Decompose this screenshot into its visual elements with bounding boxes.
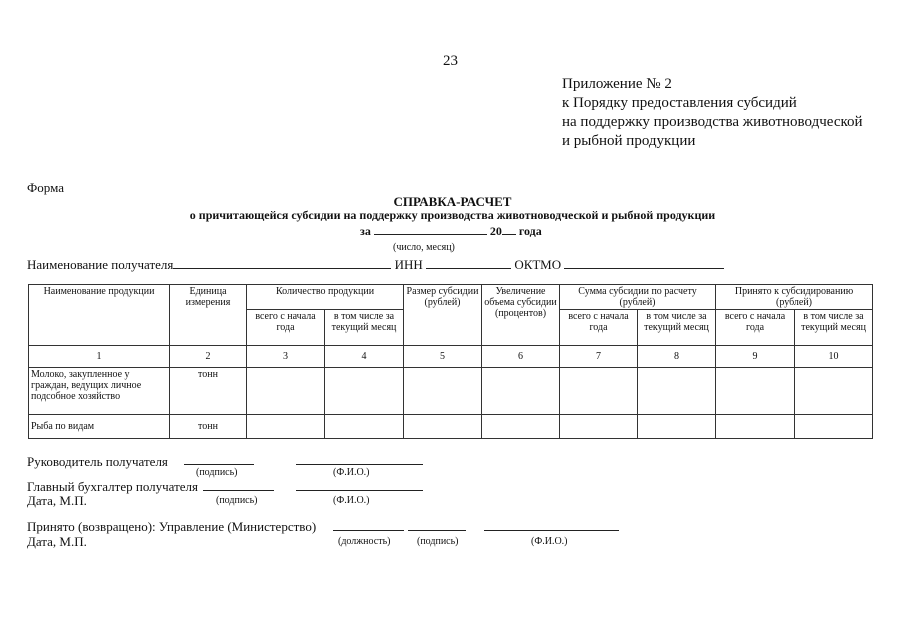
unit-cell: тонн xyxy=(170,415,247,439)
data-cell[interactable] xyxy=(404,415,482,439)
inn-field[interactable] xyxy=(426,256,511,269)
data-cell[interactable] xyxy=(404,368,482,415)
data-cell[interactable] xyxy=(247,415,325,439)
header-accepted: Принято к субсидированию (рублей) xyxy=(716,285,873,310)
head-fio-field[interactable] xyxy=(296,464,423,465)
column-number: 10 xyxy=(795,346,873,368)
data-cell[interactable] xyxy=(638,415,716,439)
page-number: 23 xyxy=(443,53,458,69)
accepted-fio-field[interactable] xyxy=(484,530,619,531)
head-signature-field[interactable] xyxy=(184,464,254,465)
data-cell[interactable] xyxy=(325,368,404,415)
product-name-cell: Рыба по видам xyxy=(29,415,170,439)
appendix-line-2: к Порядку предоставления субсидий xyxy=(562,95,797,111)
header-accepted-current: в том числе за текущий месяц xyxy=(795,310,873,346)
calculation-table xyxy=(28,284,873,439)
appendix-line-4: и рыбной продукции xyxy=(562,133,696,149)
period-suffix: года xyxy=(518,224,542,238)
head-signature-hint: (подпись) xyxy=(196,467,238,478)
header-quantity: Количество продукции xyxy=(247,285,404,310)
period-line xyxy=(360,223,542,239)
appendix-line-1: Приложение № 2 xyxy=(562,76,672,92)
form-label: Форма xyxy=(27,180,64,195)
head-fio-hint: (Ф.И.О.) xyxy=(333,467,370,478)
period-prefix: за xyxy=(360,224,371,238)
appendix-line-3: на поддержку производства животноводческой xyxy=(562,114,863,130)
accountant-signature-hint: (подпись) xyxy=(216,495,258,506)
column-number: 7 xyxy=(560,346,638,368)
accountant-label: Главный бухгалтер получателя xyxy=(27,479,199,494)
data-cell[interactable] xyxy=(560,415,638,439)
column-number: 1 xyxy=(29,346,170,368)
header-calc-sum: Сумма субсидии по расчету (рублей) xyxy=(560,285,716,310)
header-calc-current: в том числе за текущий месяц xyxy=(638,310,716,346)
accountant-fio-hint: (Ф.И.О.) xyxy=(333,495,370,506)
period-hint: (число, месяц) xyxy=(393,242,455,253)
data-cell[interactable] xyxy=(325,415,404,439)
table-row xyxy=(29,368,873,415)
data-cell[interactable] xyxy=(716,415,795,439)
column-number: 9 xyxy=(716,346,795,368)
head-label: Руководитель получателя xyxy=(27,454,168,469)
accepted-position-hint: (должность) xyxy=(338,536,391,547)
period-year-field[interactable] xyxy=(502,223,516,235)
oktmo-label: ОКТМО xyxy=(514,257,562,272)
header-product: Наименование продукции xyxy=(29,285,170,346)
accepted-label: Принято (возвращено): Управление (Министерство) xyxy=(27,519,317,534)
period-year: 20 xyxy=(489,224,502,238)
accepted-date-stamp: Дата, М.П. xyxy=(27,534,87,549)
data-cell[interactable] xyxy=(560,368,638,415)
header-unit: Единица измерения xyxy=(170,285,247,346)
header-accepted-since-start: всего с начала года xyxy=(716,310,795,346)
data-cell[interactable] xyxy=(482,368,560,415)
unit-cell: тонн xyxy=(170,368,247,415)
product-name-cell: Молоко, закупленное у граждан, ведущих личное подсобное хозяйство xyxy=(29,368,170,415)
accepted-signature-field[interactable] xyxy=(408,530,466,531)
column-number: 2 xyxy=(170,346,247,368)
column-number: 5 xyxy=(404,346,482,368)
period-date-field[interactable] xyxy=(374,223,487,235)
header-subsidy-rate: Размер субсидии (рублей) xyxy=(404,285,482,346)
appendix-header xyxy=(562,75,863,151)
data-cell[interactable] xyxy=(795,415,873,439)
accepted-signature-hint: (подпись) xyxy=(417,536,459,547)
inn-label: ИНН xyxy=(394,257,423,272)
recipient-line xyxy=(27,256,724,273)
header-quantity-since-start: всего с начала года xyxy=(247,310,325,346)
table-row xyxy=(29,415,873,439)
header-calc-since-start: всего с начала года xyxy=(560,310,638,346)
data-cell[interactable] xyxy=(247,368,325,415)
accepted-fio-hint: (Ф.И.О.) xyxy=(531,536,568,547)
recipient-name-label: Наименование получателя xyxy=(27,257,174,272)
column-number: 3 xyxy=(247,346,325,368)
accepted-position-field[interactable] xyxy=(333,530,404,531)
column-number: 4 xyxy=(325,346,404,368)
data-cell[interactable] xyxy=(795,368,873,415)
header-quantity-current: в том числе за текущий месяц xyxy=(325,310,404,346)
accountant-date-stamp: Дата, М.П. xyxy=(27,493,87,508)
column-number: 6 xyxy=(482,346,560,368)
accountant-fio-field[interactable] xyxy=(296,490,423,491)
header-increase: Увеличение объема субсидии (процентов) xyxy=(482,285,560,346)
data-cell[interactable] xyxy=(482,415,560,439)
data-cell[interactable] xyxy=(638,368,716,415)
column-number: 8 xyxy=(638,346,716,368)
data-cell[interactable] xyxy=(716,368,795,415)
oktmo-field[interactable] xyxy=(564,256,724,269)
recipient-name-field[interactable] xyxy=(173,256,391,269)
document-subtitle: о причитающейся субсидии на поддержку производства животноводческой и рыбной продукции xyxy=(189,208,716,222)
accountant-signature-field[interactable] xyxy=(203,490,274,491)
document-title: СПРАВКА-РАСЧЕТ xyxy=(393,194,512,209)
